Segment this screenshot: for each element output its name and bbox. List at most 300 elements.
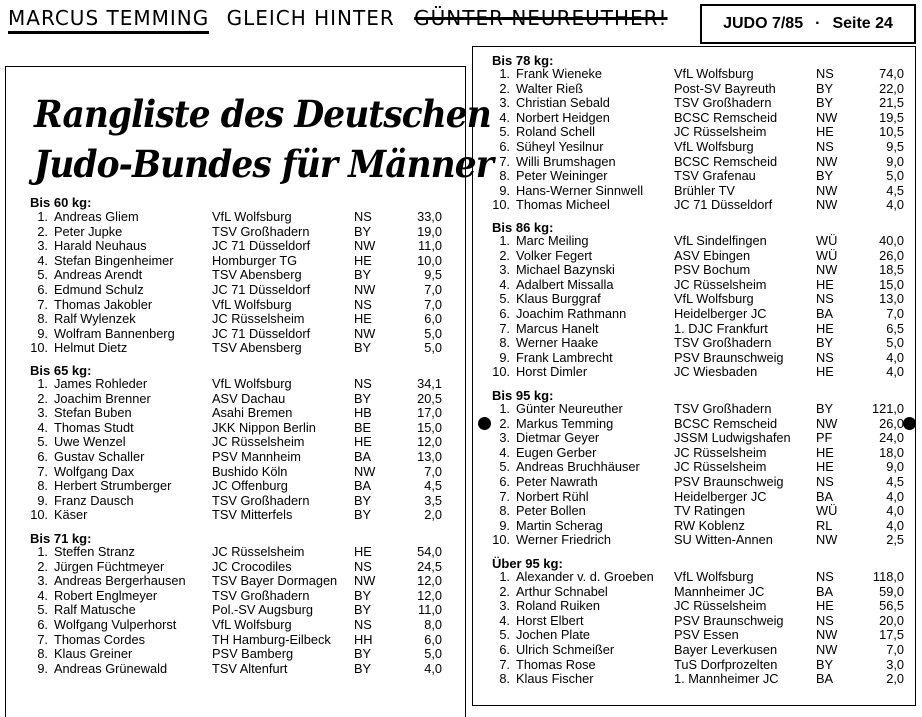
row-rank: 2.: [37, 390, 48, 406]
row-rank: 2.: [499, 80, 510, 96]
row-points: 15,0: [417, 419, 442, 435]
row-points: 26,0: [879, 247, 904, 263]
row-rank: 4.: [37, 587, 48, 603]
ranking-row: [488, 292, 908, 307]
category-heading: Bis 95 kg:: [492, 388, 554, 403]
row-rank: 6.: [37, 282, 48, 297]
row-club: TSV Großhadern: [674, 95, 772, 111]
row-club: JC Rüsselsheim: [674, 276, 767, 292]
row-state: NS: [354, 617, 372, 632]
row-club: TSV Großhadern: [212, 223, 310, 239]
row-club: JC 71 Düsseldorf: [212, 325, 311, 341]
row-state: NW: [816, 627, 838, 643]
ranking-row: [26, 421, 446, 436]
row-club: PSV Braunschweig: [674, 349, 784, 365]
row-name: Frank Wieneke: [516, 66, 603, 81]
row-club: TSV Großhadern: [674, 335, 772, 351]
row-points: 24,0: [879, 430, 904, 446]
ranking-row: [26, 327, 446, 342]
handwritten-note: [4, 2, 694, 38]
row-points: 4,0: [886, 197, 904, 213]
row-name: Norbert Heidgen: [516, 109, 610, 125]
ranking-row: [488, 585, 908, 600]
row-name: Horst Elbert: [516, 612, 584, 628]
row-state: NW: [816, 642, 838, 657]
row-points: 2,0: [424, 507, 442, 523]
page-label: Seite 24: [832, 15, 893, 32]
row-state: NS: [354, 376, 372, 391]
row-state: NS: [354, 296, 372, 312]
row-rank: 1.: [499, 401, 510, 416]
row-name: Andreas Bergerhausen: [54, 573, 186, 589]
row-points: 74,0: [879, 66, 904, 81]
ranking-row: [26, 268, 446, 283]
row-club: VfL Wolfsburg: [212, 617, 292, 632]
row-club: TSV Mitterfels: [212, 507, 293, 523]
row-club: TSV Abensberg: [212, 340, 302, 356]
row-rank: 9.: [37, 325, 48, 341]
ranking-row: [488, 140, 908, 155]
row-state: NS: [816, 66, 834, 81]
row-points: 2,5: [886, 532, 904, 548]
row-name: Peter Jupke: [54, 223, 123, 239]
row-club: Heidelberger JC: [674, 306, 767, 321]
ranking-row: [26, 603, 446, 618]
ranking-row: [488, 198, 908, 213]
row-club: SU Witten-Annen: [674, 532, 773, 548]
row-club: PSV Mannheim: [212, 449, 301, 464]
row-club: JC Rüsselsheim: [212, 434, 305, 450]
row-rank: 2.: [37, 558, 48, 574]
row-points: 9,5: [424, 267, 442, 283]
row-name: Ralf Matusche: [54, 602, 136, 618]
row-rank: 1.: [37, 209, 48, 224]
row-name: Thomas Cordes: [54, 631, 146, 647]
row-name: Michael Bazynski: [516, 262, 615, 278]
row-club: Pol.-SV Augsburg: [212, 602, 314, 618]
ranking-row: [26, 225, 446, 240]
handwritten-name: MARCUS TEMMING: [8, 6, 209, 34]
row-state: BY: [354, 660, 372, 676]
ranking-row: [488, 519, 908, 534]
row-club: BCSC Remscheid: [674, 109, 778, 125]
row-state: BY: [816, 335, 834, 351]
row-rank: 8.: [499, 671, 510, 687]
row-points: 34,1: [417, 376, 442, 391]
row-name: Peter Nawrath: [516, 474, 598, 489]
row-rank: 8.: [499, 335, 510, 351]
row-points: 18,0: [879, 444, 904, 460]
row-name: Martin Scherag: [516, 517, 603, 533]
row-state: BY: [354, 492, 372, 508]
ranking-row: [488, 475, 908, 490]
ranking-row: [26, 210, 446, 225]
row-state: NW: [816, 153, 838, 169]
ranking-row: [488, 278, 908, 293]
row-club: JSSM Ludwigshafen: [674, 430, 791, 446]
row-points: 7,0: [424, 282, 442, 297]
row-name: Peter Bollen: [516, 503, 586, 519]
row-points: 4,0: [886, 503, 904, 519]
row-points: 5,0: [886, 335, 904, 351]
ranking-row: [488, 460, 908, 475]
row-points: 12,0: [417, 587, 442, 603]
row-club: VfL Sindelfingen: [674, 233, 767, 248]
row-rank: 2.: [37, 223, 48, 239]
row-rank: 1.: [499, 233, 510, 248]
ranking-row: [488, 658, 908, 673]
row-rank: 8.: [37, 478, 48, 494]
row-name: Volker Fegert: [516, 247, 593, 263]
row-points: 21,5: [879, 95, 904, 111]
row-club: TSV Abensberg: [212, 267, 302, 283]
row-points: 19,0: [417, 223, 442, 239]
row-name: Wolfgang Vulperhorst: [54, 617, 177, 632]
row-club: Bushido Köln: [212, 463, 288, 479]
row-club: JC Rüsselsheim: [674, 598, 767, 614]
ranking-row: [488, 570, 908, 585]
row-points: 54,0: [417, 544, 442, 559]
row-name: Joachim Rathmann: [516, 306, 627, 321]
row-points: 121,0: [871, 401, 904, 416]
row-name: Stefan Bingenheimer: [54, 252, 174, 268]
category-heading: Über 95 kg:: [492, 556, 563, 571]
ranking-row: [26, 239, 446, 254]
row-state: HB: [354, 405, 372, 421]
row-state: RL: [816, 517, 833, 533]
ranking-row: [488, 82, 908, 97]
row-club: TSV Großhadern: [212, 492, 310, 508]
row-rank: 7.: [37, 463, 48, 479]
row-points: 6,5: [886, 320, 904, 336]
row-state: NW: [816, 109, 838, 125]
ranking-row: [26, 545, 446, 560]
row-state: BY: [354, 646, 372, 662]
row-rank: 3.: [499, 262, 510, 278]
row-rank: 6.: [499, 642, 510, 657]
row-rank: 4.: [499, 612, 510, 628]
row-club: ASV Ebingen: [674, 247, 751, 263]
row-club: Brühler TV: [674, 182, 735, 198]
row-points: 56,5: [879, 598, 904, 614]
row-state: NW: [816, 532, 838, 548]
ranking-row: [488, 504, 908, 519]
row-state: BY: [816, 168, 834, 184]
row-rank: 8.: [37, 311, 48, 327]
row-rank: 5.: [37, 434, 48, 450]
row-name: Gustav Schaller: [54, 449, 145, 464]
row-points: 33,0: [417, 209, 442, 224]
row-rank: 6.: [499, 139, 510, 154]
row-rank: 7.: [37, 296, 48, 312]
handwritten-text: GLEICH HINTER: [226, 6, 395, 30]
row-club: Asahi Bremen: [212, 405, 293, 421]
row-points: 12,0: [417, 573, 442, 589]
row-name: Willi Brumshagen: [516, 153, 616, 169]
row-points: 24,5: [417, 558, 442, 574]
row-club: VfL Wolfsburg: [212, 376, 292, 391]
row-club: TSV Altenfurt: [212, 660, 288, 676]
row-state: NS: [816, 291, 834, 307]
row-points: 10,0: [417, 252, 442, 268]
row-name: Alexander v. d. Groeben: [516, 569, 654, 584]
row-name: Frank Lambrecht: [516, 349, 613, 365]
row-rank: 4.: [37, 252, 48, 268]
ranking-row: [488, 351, 908, 366]
row-rank: 10.: [30, 507, 48, 523]
ranking-row: [488, 431, 908, 446]
row-name: Edmund Schulz: [54, 282, 144, 297]
row-rank: 6.: [499, 306, 510, 321]
row-club: TSV Bayer Dormagen: [212, 573, 338, 589]
row-name: Hans-Werner Sinnwell: [516, 182, 644, 198]
row-points: 4,0: [886, 488, 904, 504]
row-state: NW: [354, 325, 376, 341]
handwritten-struck-name: GÜNTER NEUREUTHER!: [414, 6, 668, 30]
row-state: BY: [816, 401, 834, 416]
ranking-row: [26, 633, 446, 648]
row-points: 26,0: [879, 415, 904, 431]
row-rank: 9.: [499, 517, 510, 533]
row-points: 3,0: [886, 656, 904, 672]
row-state: HE: [816, 444, 834, 460]
page-title: [34, 89, 493, 189]
ranking-row: [488, 125, 908, 140]
row-state: BE: [354, 419, 372, 435]
row-state: HE: [816, 124, 834, 140]
row-name: Jürgen Füchtmeyer: [54, 558, 165, 574]
ranking-row: [488, 628, 908, 643]
row-state: BA: [816, 671, 834, 687]
row-state: HE: [816, 320, 834, 336]
row-rank: 4.: [499, 276, 510, 292]
row-name: Süheyl Yesilnur: [516, 139, 604, 154]
row-rank: 9.: [499, 349, 510, 365]
row-name: Wolfgang Dax: [54, 463, 135, 479]
row-name: Adalbert Missalla: [516, 276, 614, 292]
row-rank: 7.: [499, 656, 510, 672]
row-name: Andreas Grünewald: [54, 660, 168, 676]
row-state: HE: [816, 276, 834, 292]
row-state: WÜ: [816, 233, 838, 248]
row-state: PF: [816, 430, 833, 446]
row-rank: 1.: [499, 66, 510, 81]
row-rank: 8.: [499, 168, 510, 184]
ranking-row: [488, 417, 908, 432]
row-name: Stefan Buben: [54, 405, 132, 421]
row-points: 2,0: [886, 671, 904, 687]
row-rank: 3.: [37, 573, 48, 589]
row-rank: 4.: [499, 444, 510, 460]
row-state: NW: [354, 463, 376, 479]
row-name: Arthur Schnabel: [516, 583, 608, 599]
row-points: 22,0: [879, 80, 904, 96]
row-points: 12,0: [417, 434, 442, 450]
row-rank: 7.: [499, 320, 510, 336]
row-rank: 3.: [499, 430, 510, 446]
ranking-row: [488, 67, 908, 82]
row-rank: 5.: [499, 627, 510, 643]
row-club: VfL Wolfsburg: [674, 139, 754, 154]
row-state: NS: [816, 474, 834, 489]
ranking-row: [26, 494, 446, 509]
row-points: 13,0: [417, 449, 442, 464]
row-state: BY: [816, 80, 834, 96]
row-points: 4,5: [886, 474, 904, 489]
category-heading: Bis 86 kg:: [492, 220, 554, 235]
row-points: 20,5: [417, 390, 442, 406]
row-rank: 5.: [499, 124, 510, 140]
row-club: Bayer Leverkusen: [674, 642, 778, 657]
title-line-2: Judo-Bundes für Männer: [34, 142, 493, 186]
row-name: Dietmar Geyer: [516, 430, 600, 446]
ranking-row: [488, 402, 908, 417]
row-points: 10,5: [879, 124, 904, 140]
ranking-row: [488, 643, 908, 658]
ranking-row: [26, 341, 446, 356]
row-points: 15,0: [879, 276, 904, 292]
ranking-row: [26, 435, 446, 450]
row-points: 5,0: [424, 340, 442, 356]
row-club: JC Wiesbaden: [674, 364, 758, 380]
row-state: NW: [816, 197, 838, 213]
ranking-row: [26, 298, 446, 313]
row-name: Robert Englmeyer: [54, 587, 158, 603]
row-name: Uwe Wenzel: [54, 434, 126, 450]
row-points: 4,0: [886, 349, 904, 365]
row-club: TSV Großhadern: [212, 587, 310, 603]
ranking-row: [26, 647, 446, 662]
row-name: Käser: [54, 507, 88, 523]
row-rank: 4.: [37, 419, 48, 435]
row-club: VfL Wolfsburg: [674, 569, 754, 584]
row-club: 1. DJC Frankfurt: [674, 320, 768, 336]
row-rank: 1.: [37, 544, 48, 559]
row-rank: 9.: [37, 492, 48, 508]
row-club: Mannheimer JC: [674, 583, 765, 599]
ranking-row: [26, 465, 446, 480]
row-state: NS: [816, 139, 834, 154]
row-club: JC Rüsselsheim: [674, 124, 767, 140]
ranking-row: [488, 263, 908, 278]
ranking-row: [488, 614, 908, 629]
row-club: Homburger TG: [212, 252, 298, 268]
row-state: HE: [816, 364, 834, 380]
title-line-1: Rangliste des Deutschen: [34, 92, 491, 136]
ranking-row: [488, 307, 908, 322]
row-state: BA: [816, 488, 834, 504]
row-name: Jochen Plate: [516, 627, 590, 643]
row-club: VfL Wolfsburg: [674, 291, 754, 307]
row-club: JC Rüsselsheim: [212, 544, 305, 559]
row-club: 1. Mannheimer JC: [674, 671, 779, 687]
row-club: VfL Wolfsburg: [212, 209, 292, 224]
row-name: Ulrich Schmeißer: [516, 642, 615, 657]
row-club: VfL Wolfsburg: [674, 66, 754, 81]
row-rank: 3.: [37, 405, 48, 421]
row-club: PSV Braunschweig: [674, 474, 784, 489]
row-points: 3,5: [424, 492, 442, 508]
row-rank: 10.: [30, 340, 48, 356]
row-name: Eugen Gerber: [516, 444, 597, 460]
row-state: BY: [354, 223, 372, 239]
row-state: HE: [354, 252, 372, 268]
row-club: JC Rüsselsheim: [212, 311, 305, 327]
ranking-row: [26, 589, 446, 604]
row-name: Christian Sebald: [516, 95, 610, 111]
ranking-row: [488, 96, 908, 111]
ranking-row: [488, 111, 908, 126]
row-name: Roland Ruiken: [516, 598, 600, 614]
ranking-row: [488, 249, 908, 264]
row-points: 20,0: [879, 612, 904, 628]
ranking-row: [26, 450, 446, 465]
row-rank: 2.: [499, 583, 510, 599]
row-points: 4,5: [886, 182, 904, 198]
row-name: Andreas Bruchhäuser: [516, 459, 640, 475]
row-name: Helmut Dietz: [54, 340, 128, 356]
row-state: NW: [354, 238, 376, 254]
ranking-row: [488, 446, 908, 461]
row-name: Markus Temming: [516, 415, 614, 431]
ranking-row: [488, 599, 908, 614]
row-points: 7,0: [424, 296, 442, 312]
row-rank: 7.: [499, 153, 510, 169]
row-name: Steffen Stranz: [54, 544, 135, 559]
row-points: 13,0: [879, 291, 904, 307]
row-rank: 1.: [37, 376, 48, 391]
ranking-row: [26, 479, 446, 494]
row-points: 4,0: [886, 364, 904, 380]
row-points: 7,0: [424, 463, 442, 479]
row-state: NS: [354, 209, 372, 224]
row-points: 8,0: [424, 617, 442, 632]
row-name: Herbert Strumberger: [54, 478, 172, 494]
ranking-row: [26, 254, 446, 269]
row-name: Franz Dausch: [54, 492, 134, 508]
row-name: Werner Haake: [516, 335, 599, 351]
row-rank: 5.: [37, 267, 48, 283]
row-rank: 6.: [37, 617, 48, 632]
row-name: Thomas Jakobler: [54, 296, 153, 312]
row-points: 9,0: [886, 153, 904, 169]
row-name: Horst Dimler: [516, 364, 588, 380]
row-rank: 3.: [499, 95, 510, 111]
row-club: ASV Dachau: [212, 390, 286, 406]
row-state: BY: [816, 95, 834, 111]
row-points: 9,5: [886, 139, 904, 154]
row-name: Andreas Arendt: [54, 267, 143, 283]
ranking-row: [488, 169, 908, 184]
row-points: 17,0: [417, 405, 442, 421]
row-state: NW: [816, 182, 838, 198]
row-points: 5,0: [424, 325, 442, 341]
row-rank: 1.: [499, 569, 510, 584]
row-club: TuS Dorfprozelten: [674, 656, 778, 672]
row-rank: 6.: [499, 474, 510, 489]
row-club: PSV Bamberg: [212, 646, 294, 662]
row-club: TSV Grafenau: [674, 168, 756, 184]
row-state: BA: [354, 478, 372, 494]
ranking-row: [26, 392, 446, 407]
row-rank: 8.: [37, 646, 48, 662]
category-heading: Bis 60 kg:: [30, 195, 92, 210]
row-state: BY: [816, 656, 834, 672]
row-club: BCSC Remscheid: [674, 415, 778, 431]
ranking-row: [26, 283, 446, 298]
row-points: 5,0: [886, 168, 904, 184]
row-points: 4,5: [424, 478, 442, 494]
